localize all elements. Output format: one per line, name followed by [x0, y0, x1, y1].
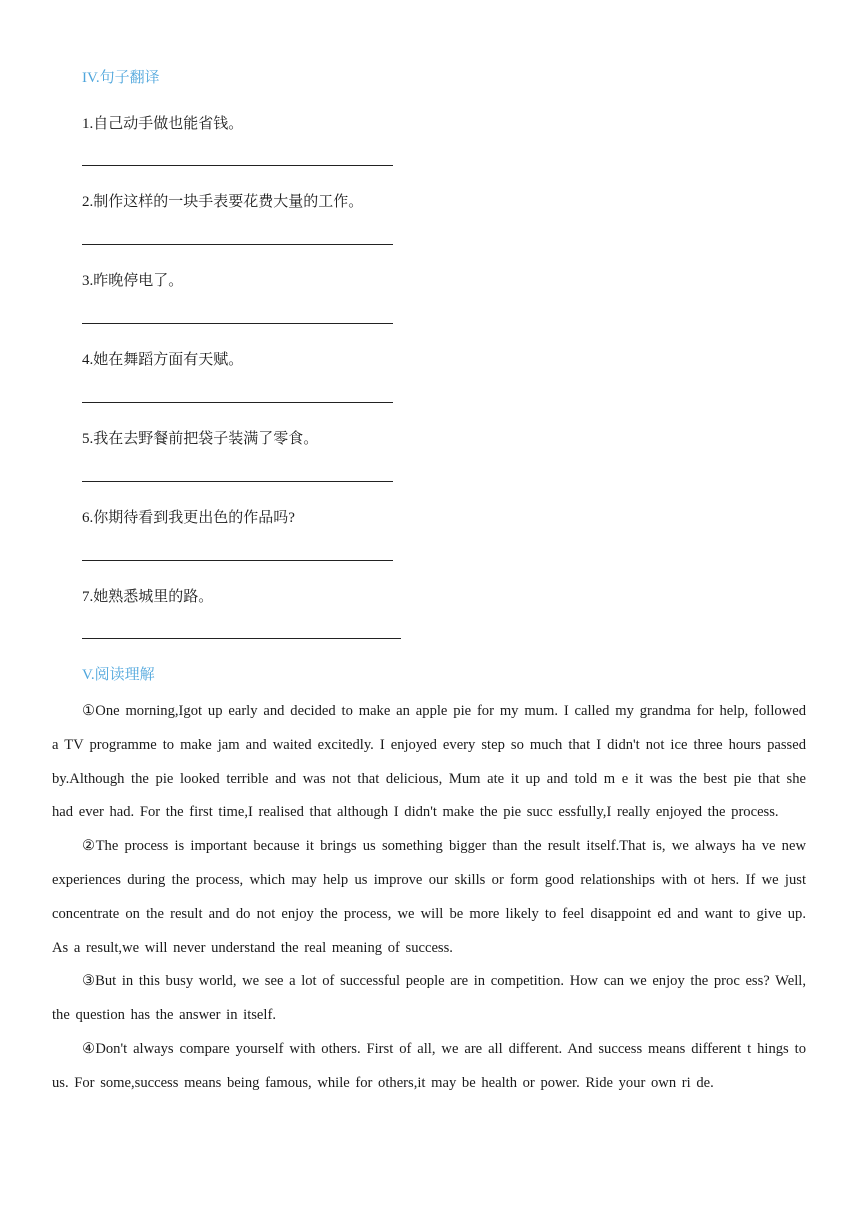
answer-line-5[interactable] [82, 481, 393, 482]
answer-line-7[interactable] [82, 638, 401, 639]
section-v-title: V.阅读理解 [82, 667, 155, 683]
translation-question-4: 4.她在舞蹈方面有天赋。 [82, 352, 244, 368]
translation-question-2: 2.制作这样的一块手表要花费大量的工作。 [82, 194, 364, 210]
answer-line-1[interactable] [82, 165, 393, 166]
answer-line-2[interactable] [82, 244, 393, 245]
answer-line-6[interactable] [82, 560, 393, 561]
translation-question-5: 5.我在去野餐前把袋子装满了零食。 [82, 431, 319, 447]
answer-line-4[interactable] [82, 402, 393, 403]
passage-paragraph-1: ①One morning,Igot up early and decided to make an apple pie for my mum. I called my grandma for help, followed a TV programme to make jam and waited excitedly. I enjoyed every step so much that I didn't not ice three hours passed by.Although the pie looked terrible and was not that delicious, Mum ate it up and told m e it was the best pie that she had ever had. For the first time,I realised that although I didn't make the pie succ essfully,I really enjoyed the process. [52, 703, 806, 821]
reading-passage [52, 695, 806, 1101]
section-iv-title: IV.句子翻译 [82, 70, 160, 86]
answer-line-3[interactable] [82, 323, 393, 324]
passage-paragraph-2: ②The process is important because it brings us something bigger than the result itself.That is, we always ha ve new experiences during the process, which may help us improve our skills or form good relationships with ot hers. If we just concentrate on the result and do not enjoy the process, we will be more likely to feel disappoint ed and want to give up. As a result,we will never understand the real meaning of success. [52, 838, 806, 956]
passage-paragraph-3: ③But in this busy world, we see a lot of successful people are in competition. How can we enjoy the proc ess? Well, the question has the answer in itself. [52, 973, 806, 1024]
translation-question-1: 1.自己动手做也能省钱。 [82, 116, 244, 132]
translation-question-7: 7.她熟悉城里的路。 [82, 589, 214, 605]
translation-question-3: 3.昨晚停电了。 [82, 273, 184, 289]
translation-question-6: 6.你期待看到我更出色的作品吗? [82, 510, 295, 526]
passage-paragraph-4: ④Don't always compare yourself with others. First of all, we are all different. And success means different t hings to us. For some,success means being famous, while for others,it may be health or power. Ride your own ri de. [52, 1040, 806, 1091]
